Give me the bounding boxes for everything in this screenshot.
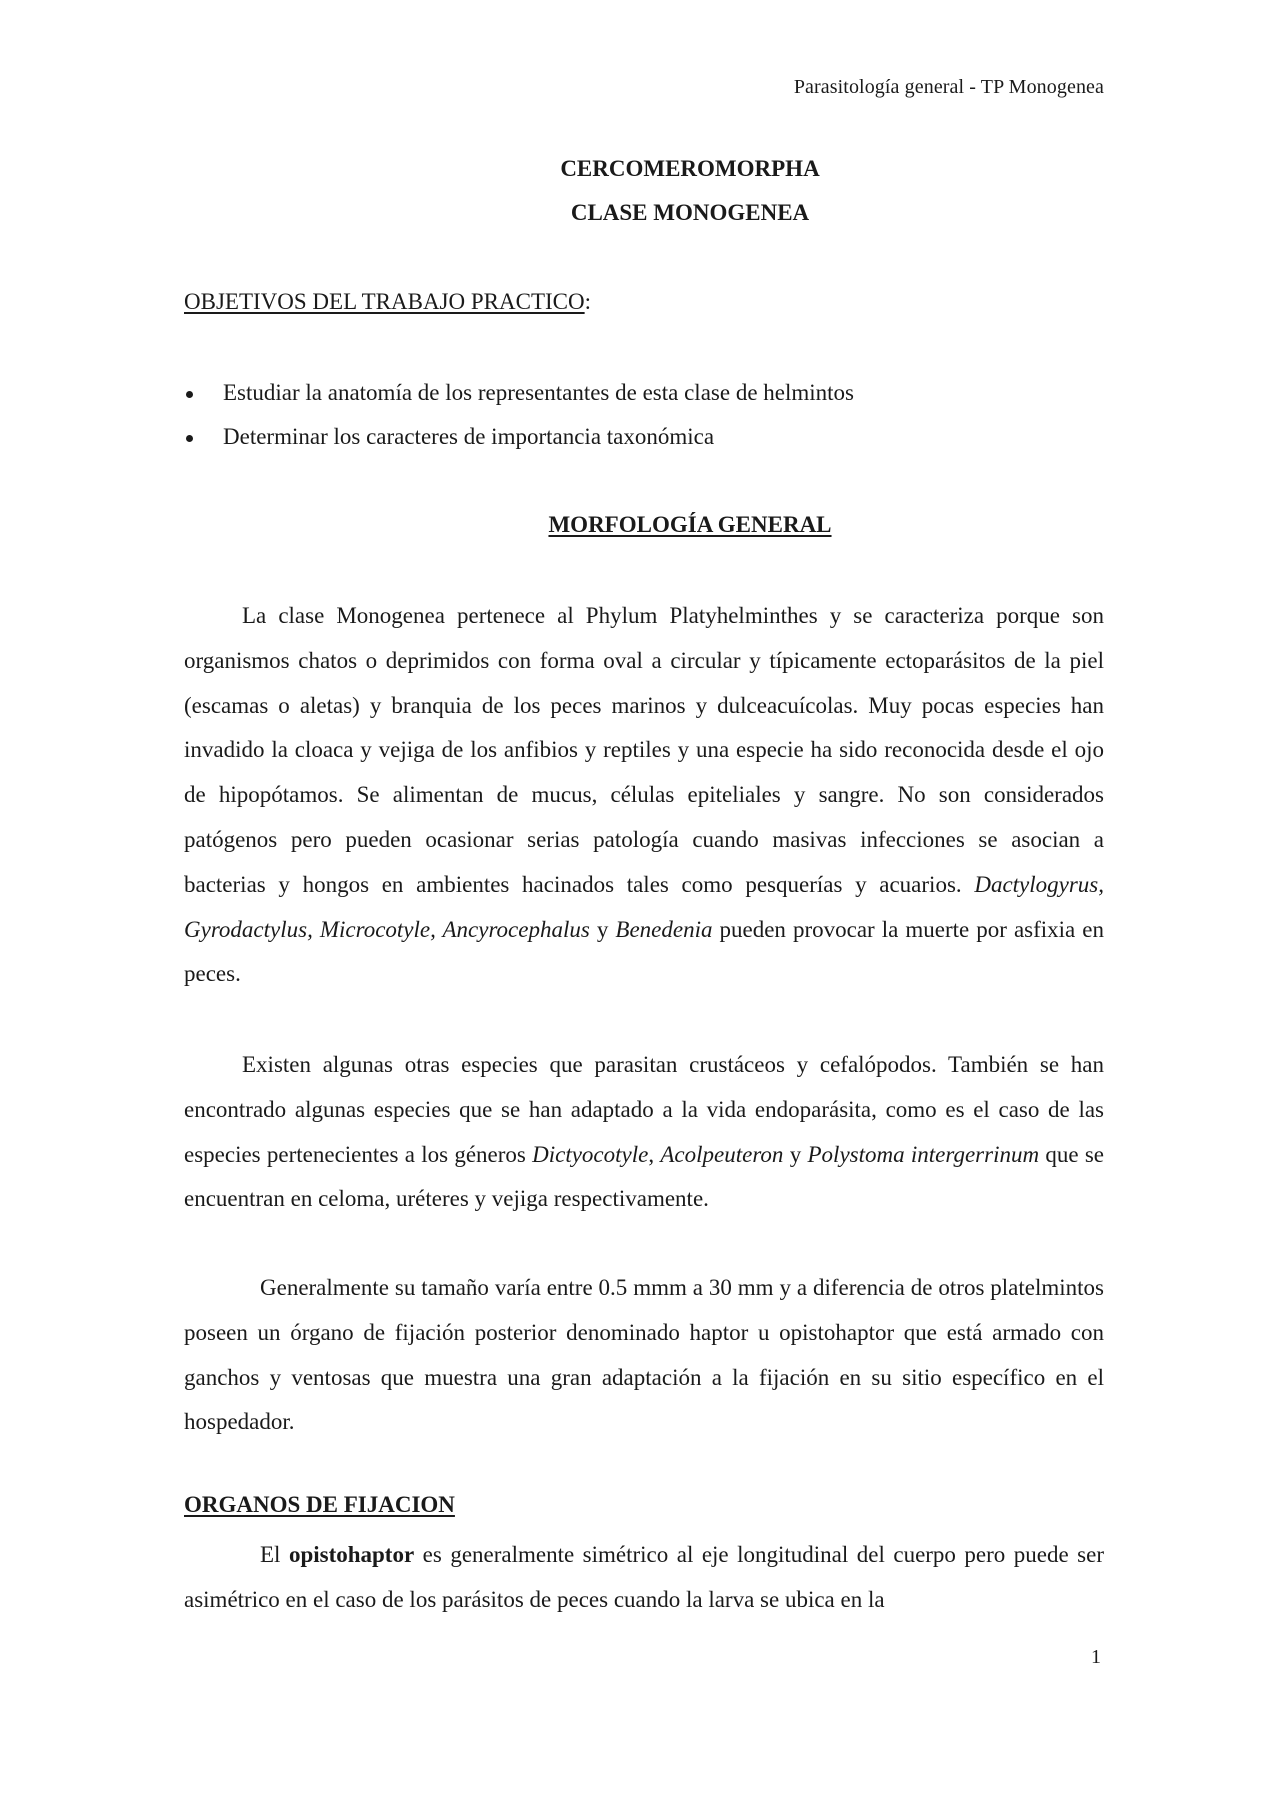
paragraph-text: es generalmente simétrico al eje longitudinal del cuerpo pero puede ser asimétrico en el caso de los parásitos de peces cuando la larva se ubica en la: [184, 1542, 1104, 1612]
document-subtitle: CLASE MONOGENEA: [570, 200, 810, 225]
page-number: 1: [1091, 1646, 1101, 1668]
section-heading-fijacion: ORGANOS DE FIJACION: [184, 1492, 455, 1517]
section-heading-morfologia: MORFOLOGÍA GENERAL: [548, 512, 832, 537]
objectives-heading-text: OBJETIVOS DEL TRABAJO PRACTICO: [184, 289, 585, 314]
objectives-heading: [184, 289, 591, 315]
paragraph-text: pueden provocar la muerte por asfixia en peces.: [184, 916, 1104, 987]
paragraph: [184, 594, 1104, 997]
paragraph: Generalmente su tamaño varía entre 0.5 mmm a 30 mm y a diferencia de otros platelmintos poseen un órgano de fijación posterior denominado haptor u opistohaptor que está armado con ganchos y ventosas que muestra una gran adaptación a la fijación en su sitio específico en el hospedador.: [184, 1275, 1104, 1435]
genus-name: Acolpeuteron: [660, 1141, 784, 1167]
paragraph-text: que se encuentran en celoma, uréteres y vejiga respectivamente.: [184, 1141, 1105, 1212]
genus-names: Dactylogyrus, Gyrodactylus, Microcotyle, Ancyrocephalus: [184, 871, 1104, 942]
objectives-list: [184, 376, 854, 464]
document-title: CERCOMEROMORPHA: [560, 156, 820, 181]
species-name: Polystoma intergerrinum: [807, 1141, 1040, 1167]
paragraph-text: ,: [648, 1141, 661, 1167]
paragraph: [184, 1043, 1104, 1222]
genus-name: Benedenia: [615, 916, 713, 942]
list-item: Estudiar la anatomía de los representantes de esta clase de helmintos: [184, 376, 854, 420]
genus-name: Dictyocotyle: [532, 1141, 649, 1167]
paragraph-text: y: [783, 1141, 808, 1167]
list-item: Determinar los caracteres de importancia taxonómica: [184, 420, 854, 464]
bold-term: opistohaptor: [288, 1542, 415, 1567]
running-header: Parasitología general - TP Monogenea: [793, 76, 1104, 98]
paragraph-text: La clase Monogenea pertenece al Phylum Platyhelminthes y se caracteriza porque son organismos chatos o deprimidos con forma oval a circular y típicamente ectoparásitos de la piel (escamas o aletas) y branquia de los peces marinos y dulceacuícolas. Muy pocas especies han invadido la cloaca y vejiga de los anfibios y reptiles y una especie ha sido reconocida desde el ojo de hipopótamos. Se alimentan de mucus, células epiteliales y sangre. No son considerados patógenos pero pueden ocasionar serias patología cuando masivas infecciones se asocian a bacterias y hongos en ambientes hacinados tales como pesquerías y acuarios.: [184, 603, 1104, 897]
paragraph-text: El: [260, 1542, 289, 1567]
paragraph-text: Existen algunas otras especies que parasitan crustáceos y cefalópodos. También se han encontrado algunas especies que se han adaptado a la vida endoparásita, como es el caso de las especies pertenecientes a los géneros: [184, 1052, 1104, 1167]
objectives-heading-colon: :: [584, 289, 592, 314]
paragraph-text: y: [589, 916, 616, 942]
paragraph: [184, 1533, 1104, 1623]
